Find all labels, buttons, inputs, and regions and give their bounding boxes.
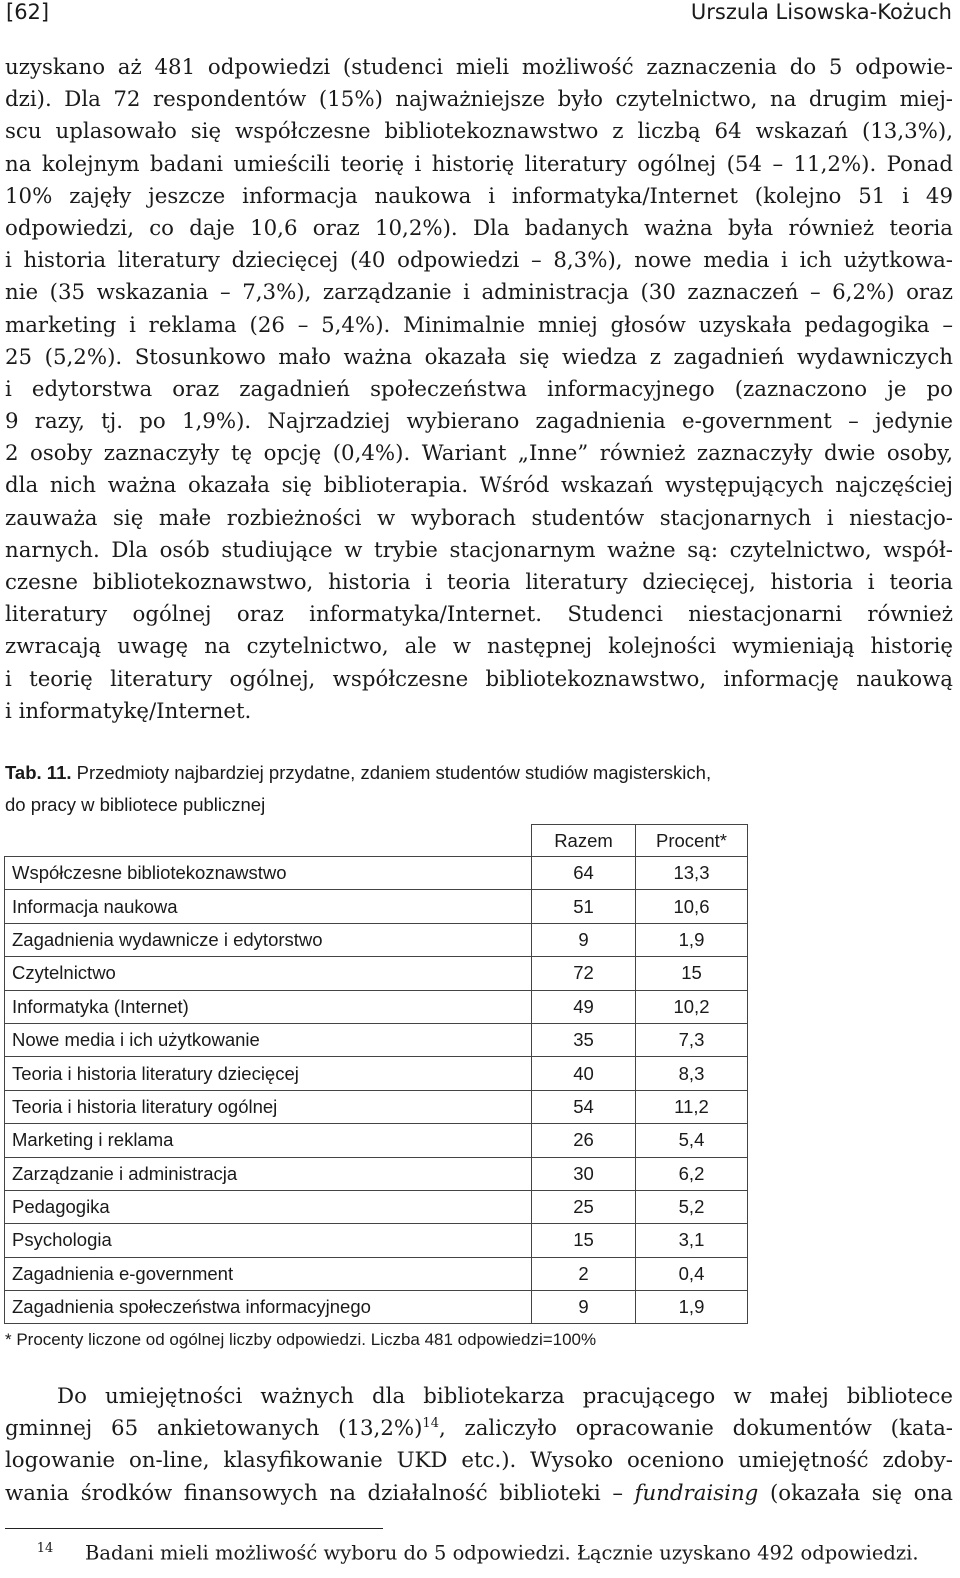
table-row: [5, 957, 748, 990]
header-cell-subject: [5, 825, 532, 857]
row-percent: 10,6: [636, 890, 748, 923]
row-total: 9: [532, 1291, 636, 1324]
paragraph-line: scu uplasowało się współczesne bibliotekoznawstwo z liczbą 64 wskazań (13,3%),: [5, 119, 953, 145]
paragraph-text: , zaliczyło opracowanie dokumentów (kata-: [438, 1416, 953, 1442]
table-footnote: * Procenty liczone od ogólnej liczby odpowiedzi. Liczba 481 odpowiedzi=100%: [5, 1330, 597, 1349]
row-percent: 0,4: [636, 1257, 748, 1290]
table-caption: [5, 757, 711, 821]
table-row: [5, 923, 748, 956]
footnote-number: 14: [36, 1541, 54, 1556]
footnote: [5, 1534, 955, 1569]
paragraph-text: wania środków finansowych na działalność biblioteki –: [5, 1480, 635, 1506]
footnote-separator: [5, 1528, 383, 1529]
row-total: 35: [532, 1023, 636, 1056]
row-subject: Pedagogika: [5, 1190, 532, 1223]
page-number: [62]: [6, 0, 50, 24]
footnote-text: Badani mieli możliwość wyboru do 5 odpowiedzi. Łącznie uzyskano 492 odpowiedzi.: [85, 1541, 919, 1565]
row-subject: Zagadnienia wydawnicze i edytorstwo: [5, 923, 532, 956]
running-head-author: Urszula Lisowska-Kożuch: [690, 0, 952, 24]
table-row: [5, 857, 748, 890]
row-total: 15: [532, 1224, 636, 1257]
paragraph-line: zwracają uwagę na czytelnictwo, ale w następnej kolejności wymieniają historię: [5, 634, 953, 660]
table-row: [5, 990, 748, 1023]
table-caption-line-2: do pracy w bibliotece publicznej: [5, 794, 266, 815]
paragraph-line: logowanie on-line, klasyfikowanie UKD etc.). Wysoko oceniono umiejętność zdoby-: [5, 1448, 953, 1474]
row-subject: Informatyka (Internet): [5, 990, 532, 1023]
paragraph-text: gminnej 65 ankietowanych (13,2%): [5, 1416, 423, 1442]
row-percent: 3,1: [636, 1224, 748, 1257]
table-header-row: [5, 825, 748, 857]
paragraph-line: nie (35 wskazania – 7,3%), zarządzanie i administracja (30 zaznaczeń – 6,2%) oraz: [5, 280, 953, 306]
table-row: [5, 1124, 748, 1157]
table-row: [5, 1190, 748, 1223]
page-header: [0, 0, 960, 30]
table-row: [5, 1090, 748, 1123]
paragraph-line: 10% zajęły jeszcze informacja naukowa i informatyka/Internet (kolejno 51 i 49: [5, 183, 953, 209]
row-percent: 7,3: [636, 1023, 748, 1056]
footnote-reference: 14: [422, 1416, 439, 1432]
row-subject: Psychologia: [5, 1224, 532, 1257]
row-subject: Współczesne bibliotekoznawstwo: [5, 857, 532, 890]
header-cell-total: Razem: [532, 825, 636, 857]
table-row: [5, 1157, 748, 1190]
row-subject: Teoria i historia literatury ogólnej: [5, 1090, 532, 1123]
row-percent: 11,2: [636, 1090, 748, 1123]
row-total: 49: [532, 990, 636, 1023]
table-caption-line-1: Przedmioty najbardziej przydatne, zdaniem studentów studiów magisterskich,: [76, 762, 712, 783]
paragraph-line: i informatykę/Internet.: [5, 698, 252, 724]
header-cell-percent: Procent*: [636, 825, 748, 857]
table-row: [5, 1023, 748, 1056]
paragraph-line: na kolejnym badani umieścili teorię i historię literatury ogólnej (54 – 11,2%). Ponad: [5, 151, 953, 177]
row-percent: 15: [636, 957, 748, 990]
body-paragraph-2: [5, 1381, 953, 1510]
row-percent: 13,3: [636, 857, 748, 890]
row-total: 9: [532, 923, 636, 956]
paragraph-line: czesne bibliotekoznawstwo, historia i teoria literatury dziecięcej, historia i teoria: [5, 570, 953, 595]
row-total: 30: [532, 1157, 636, 1190]
row-subject: Czytelnictwo: [5, 957, 532, 990]
row-total: 54: [532, 1090, 636, 1123]
table-row: [5, 890, 748, 923]
row-percent: 1,9: [636, 1291, 748, 1324]
row-subject: Zagadnienia społeczeństwa informacyjnego: [5, 1291, 532, 1324]
table-label: Tab. 11.: [5, 762, 72, 783]
row-subject: Marketing i reklama: [5, 1124, 532, 1157]
italic-term: fundraising: [634, 1480, 759, 1506]
row-total: 2: [532, 1257, 636, 1290]
row-total: 51: [532, 890, 636, 923]
row-percent: 8,3: [636, 1057, 748, 1090]
row-subject: Nowe media i ich użytkowanie: [5, 1023, 532, 1056]
paragraph-line: odpowiedzi, co daje 10,6 oraz 10,2%). Dla badanych ważna była również teoria: [5, 215, 953, 241]
row-percent: 6,2: [636, 1157, 748, 1190]
paragraph-line: i historia literatury dziecięcej (40 odpowiedzi – 8,3%), nowe media i ich użytkowa-: [5, 248, 953, 274]
paragraph-line: dla nich ważna okazała się biblioterapia. Wśród wskazań występujących najczęściej: [5, 473, 953, 499]
row-subject: Informacja naukowa: [5, 890, 532, 923]
body-paragraph-1: [5, 52, 953, 728]
subjects-table: [4, 824, 748, 1324]
paragraph-text: (okazała się ona: [758, 1480, 953, 1506]
table-row: [5, 1291, 748, 1324]
paragraph-line: Do umiejętności ważnych dla bibliotekarza pracującego w małej bibliotece: [57, 1384, 953, 1409]
row-total: 40: [532, 1057, 636, 1090]
row-total: 64: [532, 857, 636, 890]
paragraph-line: 9 razy, tj. po 1,9%). Najrzadziej wybierano zagadnienia e-government – jedynie: [5, 409, 953, 435]
row-subject: Zagadnienia e-government: [5, 1257, 532, 1290]
row-total: 25: [532, 1190, 636, 1223]
table-row: [5, 1057, 748, 1090]
table-row: [5, 1224, 748, 1257]
paragraph-line: 25 (5,2%). Stosunkowo mało ważna okazała się wiedza z zagadnień wydawniczych: [5, 344, 953, 370]
paragraph-line: zauważa się małe rozbieżności w wyborach studentów stacjonarnych i niestacjo-: [5, 505, 953, 531]
paragraph-line: uzyskano aż 481 odpowiedzi (studenci mieli możliwość zaznaczenia do 5 odpowie-: [5, 55, 953, 80]
table-row: [5, 1257, 748, 1290]
paragraph-line: marketing i reklama (26 – 5,4%). Minimalnie mniej głosów uzyskała pedagogika –: [5, 312, 953, 338]
row-percent: 5,2: [636, 1190, 748, 1223]
paragraph-line: i teorię literatury ogólnej, współczesne bibliotekoznawstwo, informację naukową: [5, 666, 953, 692]
row-percent: 10,2: [636, 990, 748, 1023]
row-total: 72: [532, 957, 636, 990]
paragraph-line: [5, 1478, 953, 1510]
row-percent: 1,9: [636, 923, 748, 956]
paragraph-line: dzi). Dla 72 respondentów (15%) najważniejsze było czytelnictwo, na drugim miej-: [5, 87, 953, 113]
row-subject: Zarządzanie i administracja: [5, 1157, 532, 1190]
paragraph-line: 2 osoby zaznaczyły tę opcję (0,4%). Wariant „Inne” również zaznaczyły dwie osoby,: [5, 441, 953, 467]
row-subject: Teoria i historia literatury dziecięcej: [5, 1057, 532, 1090]
paragraph-line: literatury ogólnej oraz informatyka/Internet. Studenci niestacjonarni również: [5, 602, 953, 628]
row-percent: 5,4: [636, 1124, 748, 1157]
paragraph-line: [5, 1413, 953, 1445]
row-total: 26: [532, 1124, 636, 1157]
paragraph-line: narnych. Dla osób studiujące w trybie stacjonarnym ważne są: czytelnictwo, współ-: [5, 537, 953, 563]
paragraph-line: i edytorstwa oraz zagadnień społeczeństwa informacyjnego (zaznaczono je po: [5, 376, 953, 402]
